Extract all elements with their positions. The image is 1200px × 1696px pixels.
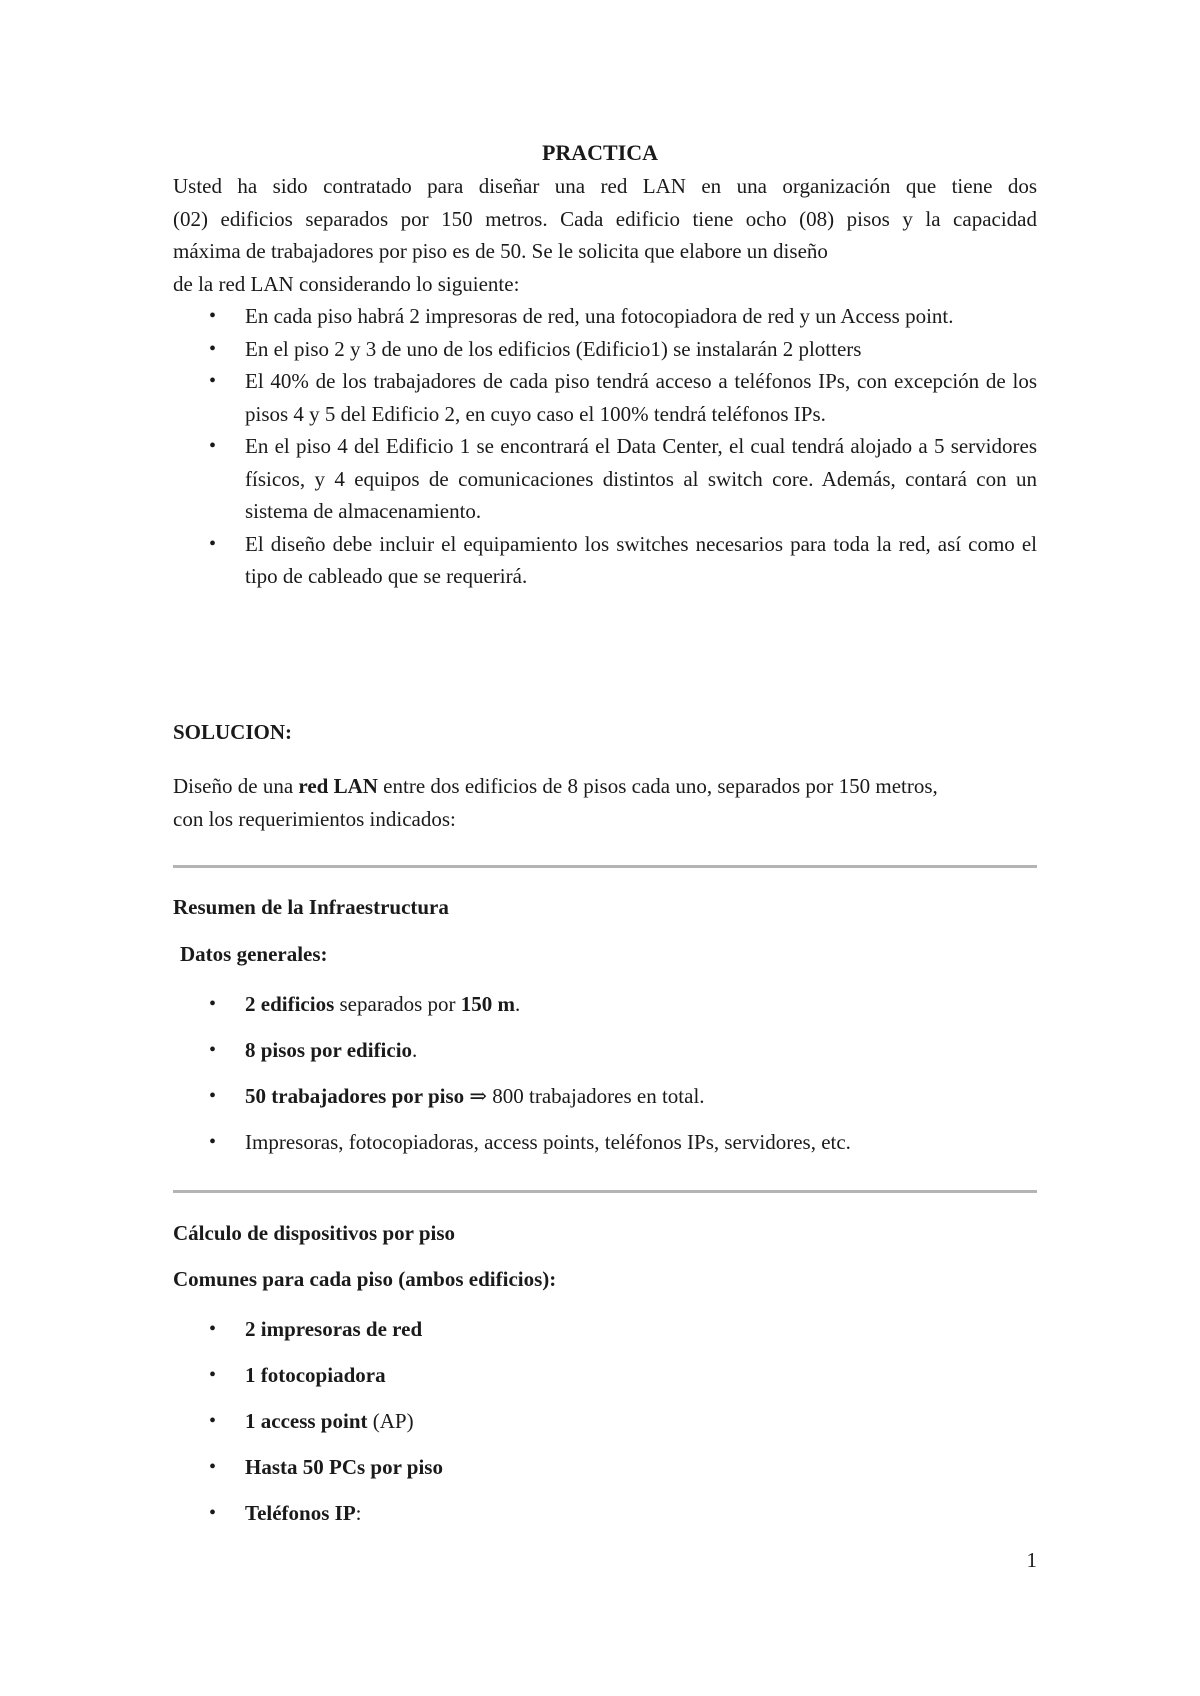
datos-generales-heading: Datos generales:: [180, 942, 328, 966]
datos-item: [173, 1080, 1037, 1126]
comunes-item: [173, 1497, 1037, 1543]
requirement-item: • El diseño debe incluir el equipamiento los switches necesarios para toda la red, así como el tipo de cableado que se requerirá.: [173, 528, 1037, 593]
solution-line: [173, 770, 1037, 803]
datos-text: ⇒ 800 trabajadores en total.: [464, 1084, 705, 1108]
requirement-item: • En el piso 2 y 3 de uno de los edificios (Edificio1) se instalarán 2 plotters: [173, 333, 1037, 366]
datos-text: .: [412, 1038, 418, 1062]
comunes-item: [173, 1313, 1037, 1359]
datos-bold: 8 pisos por edificio: [245, 1038, 413, 1062]
requirements-list: [173, 300, 1037, 593]
solution-text: entre dos edificios de 8 pisos cada uno, separados por 150 metros,: [377, 774, 938, 798]
comunes-item: [173, 1405, 1037, 1451]
page-number: 1: [1026, 1548, 1037, 1572]
page-title: PRACTICA: [541, 140, 659, 165]
requirement-item: • En el piso 4 del Edificio 1 se encontrará el Data Center, el cual tendrá alojado a 5 servidores físicos, y 4 equipos de comunicaciones distintos al switch core. Además, contará con un sistema de almacenamiento.: [173, 430, 1037, 528]
datos-bold: 50 trabajadores por piso: [245, 1084, 465, 1108]
solution-line: con los requerimientos indicados:: [173, 806, 456, 831]
datos-bold: 2 edificios: [245, 992, 335, 1016]
solution-text: Diseño de una: [173, 774, 299, 798]
solution-bold: red LAN: [298, 774, 378, 798]
comunes-list: [173, 1313, 1037, 1543]
comunes-text: (AP): [367, 1409, 414, 1433]
solution-paragraph: [173, 770, 1037, 835]
intro-paragraph: [173, 170, 1037, 300]
comunes-bold: 2 impresoras de red: [245, 1317, 423, 1341]
comunes-bold: Teléfonos IP: [245, 1501, 356, 1525]
intro-line: máxima de trabajadores por piso es de 50. Se le solicita que elabore un diseño: [173, 239, 828, 263]
intro-line: (02) edificios separados por 150 metros. Cada edificio tiene ocho (08) pisos y la capacidad: [173, 206, 1037, 231]
datos-text: separados por: [334, 992, 461, 1016]
comunes-bold: Hasta 50 PCs por piso: [245, 1455, 443, 1479]
comunes-heading: Comunes para cada piso (ambos edificios):: [173, 1267, 557, 1291]
datos-bold: 150 m: [460, 992, 516, 1016]
intro-line: de la red LAN considerando lo siguiente:: [173, 271, 520, 296]
datos-item: [173, 988, 1037, 1034]
datos-item: • Impresoras, fotocopiadoras, access points, teléfonos IPs, servidores, etc.: [173, 1126, 1037, 1172]
solution-heading: SOLUCION:: [173, 720, 293, 744]
intro-line: Usted ha sido contratado para diseñar una red LAN en una organización que tiene dos: [173, 174, 1037, 198]
section-divider: [173, 865, 1037, 868]
comunes-bold: 1 access point: [245, 1409, 368, 1433]
datos-item: [173, 1034, 1037, 1080]
comunes-item: [173, 1359, 1037, 1405]
datos-generales-list: [173, 988, 1037, 1172]
requirement-item: • El 40% de los trabajadores de cada piso tendrá acceso a teléfonos IPs, con excepción de los pisos 4 y 5 del Edificio 2, en cuyo caso el 100% tendrá teléfonos IPs.: [173, 365, 1037, 430]
calculo-heading: Cálculo de dispositivos por piso: [173, 1221, 456, 1245]
comunes-item: [173, 1451, 1037, 1497]
resumen-heading: Resumen de la Infraestructura: [173, 895, 449, 919]
comunes-text: :: [355, 1501, 362, 1525]
datos-text: .: [515, 992, 521, 1016]
requirement-item: • En cada piso habrá 2 impresoras de red, una fotocopiadora de red y un Access point.: [173, 300, 1037, 333]
comunes-bold: 1 fotocopiadora: [245, 1363, 386, 1387]
section-divider: [173, 1190, 1037, 1193]
